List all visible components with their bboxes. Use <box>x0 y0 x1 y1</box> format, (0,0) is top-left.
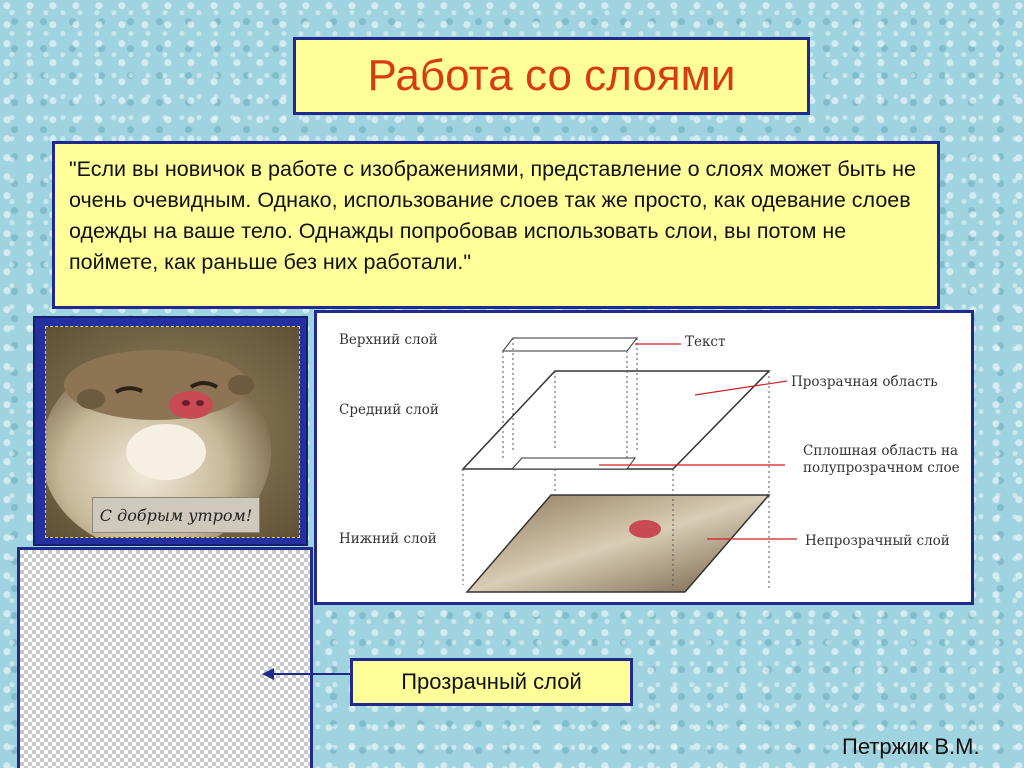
slide-title-box <box>293 37 810 115</box>
quote-text: "Если вы новичок в работе с изображениями, представление о слоях может быть не очень очевидным. Однако, использование слоев так же просто, как одевание слоев одежды на ваше тело. Однажды попробовав использовать слои, вы потом не поймете, как раньше без них работали." <box>69 157 916 274</box>
layers-diagram <box>314 310 974 605</box>
label-opaque-layer: Непрозрачный слой <box>805 533 950 549</box>
bottom-layer-otter-nose <box>629 520 661 538</box>
slide-title: Работа со слоями <box>367 51 736 100</box>
author-name: Петржик В.М. <box>842 734 980 759</box>
label-solid-area-line2: полупрозрачном слое <box>803 460 960 476</box>
text-plate <box>503 338 637 351</box>
label-transparent-area: Прозрачная область <box>791 374 938 390</box>
middle-layer-shape <box>463 371 769 469</box>
solid-area-shape <box>512 458 635 469</box>
otter-caption: С добрым утром! <box>92 497 260 533</box>
arrow-left-icon <box>262 667 352 681</box>
label-solid-area-line1: Сплошная область на <box>803 443 959 459</box>
label-text: Текст <box>685 334 726 350</box>
label-bottom-layer: Нижний слой <box>339 531 437 547</box>
transparent-layer-label: Прозрачный слой <box>401 669 582 694</box>
otter-image-window <box>33 316 308 546</box>
otter-photo <box>45 326 300 538</box>
bottom-layer-shape <box>467 495 769 592</box>
quote-box <box>52 141 940 309</box>
transparent-layer-label-box <box>350 658 633 706</box>
transparent-layer-sample <box>17 547 313 768</box>
label-middle-layer: Средний слой <box>339 402 439 418</box>
label-top-layer: Верхний слой <box>339 332 438 348</box>
